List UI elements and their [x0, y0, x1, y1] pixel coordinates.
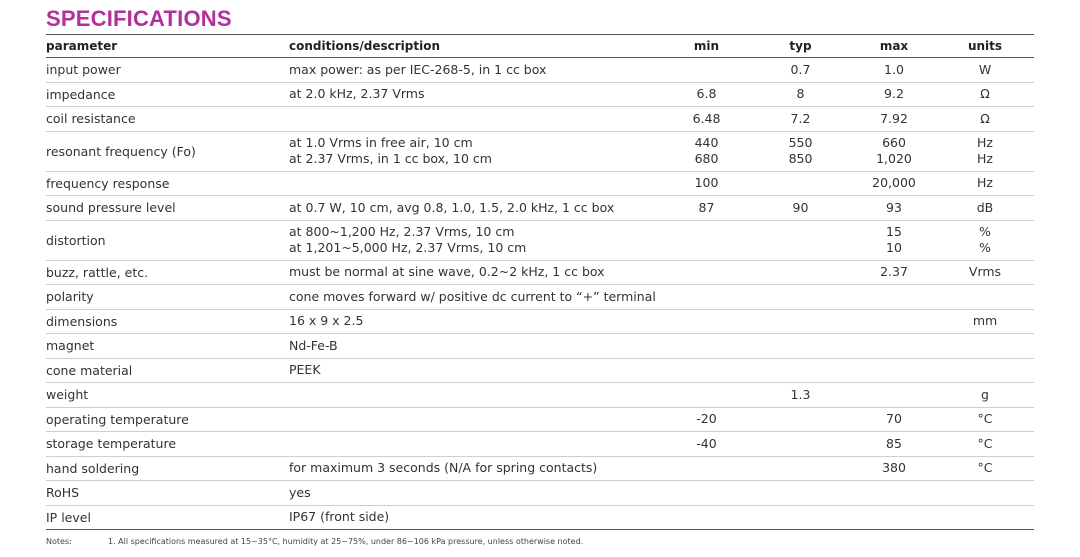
- cell-conditions: [289, 196, 664, 221]
- cell-units: [936, 383, 1034, 408]
- cell-conditions-line: max power: as per IEC-268-5, in 1 cc box: [289, 61, 547, 77]
- cell-typ: [749, 358, 852, 383]
- cell-conditions: [289, 358, 664, 383]
- cell-min-line: 680: [694, 151, 719, 166]
- cell-parameter: input power: [46, 62, 121, 78]
- cell-max: [852, 334, 936, 359]
- table-row: [46, 220, 1034, 260]
- cell-parameter: impedance: [46, 86, 116, 102]
- cell-typ: [749, 432, 852, 457]
- cell-min: [664, 260, 749, 285]
- cell-conditions-line: at 1,201~5,000 Hz, 2.37 Vrms, 10 cm: [289, 240, 527, 255]
- header-min: min: [664, 35, 749, 58]
- cell-units-line: °C: [977, 411, 993, 427]
- cell-conditions: [289, 432, 664, 457]
- cell-max-line: 10: [886, 240, 902, 255]
- cell-min: [664, 309, 749, 334]
- cell-parameter: operating temperature: [46, 411, 189, 427]
- cell-typ-line: 8: [796, 86, 805, 102]
- cell-min: [664, 107, 749, 132]
- cell-max-line: 15: [886, 224, 902, 239]
- cell-parameter: hand soldering: [46, 460, 140, 476]
- cell-parameter: frequency response: [46, 175, 170, 191]
- cell-max-line: 1.0: [884, 61, 904, 77]
- cell-min-line: 6.48: [692, 110, 721, 126]
- cell-units: [936, 334, 1034, 359]
- cell-parameter: weight: [46, 387, 89, 403]
- cell-conditions-line: IP67 (front side): [289, 509, 390, 525]
- cell-units-line: °C: [977, 460, 993, 476]
- table-row: [46, 260, 1034, 285]
- cell-max: [852, 285, 936, 310]
- cell-min: [664, 334, 749, 359]
- cell-conditions-line: 16 x 9 x 2.5: [289, 313, 364, 329]
- table-row: [46, 131, 1034, 171]
- cell-units: [936, 407, 1034, 432]
- cell-typ: [749, 505, 852, 530]
- header-parameter: parameter: [46, 35, 289, 58]
- cell-max: [852, 260, 936, 285]
- cell-max-line: 9.2: [884, 86, 904, 102]
- cell-units-line: Hz: [977, 175, 993, 191]
- cell-parameter: resonant frequency (Fo): [46, 143, 196, 159]
- cell-typ-line: 1.3: [790, 386, 811, 402]
- cell-units: [936, 456, 1034, 481]
- cell-max-line: 660: [882, 135, 906, 150]
- cell-typ: [749, 334, 852, 359]
- cell-conditions: [289, 82, 664, 107]
- cell-parameter: coil resistance: [46, 111, 136, 127]
- cell-max: [852, 82, 936, 107]
- cell-conditions-line: at 2.37 Vrms, in 1 cc box, 10 cm: [289, 151, 492, 166]
- cell-max: [852, 196, 936, 221]
- cell-conditions: [289, 171, 664, 196]
- cell-conditions: [289, 260, 664, 285]
- cell-parameter: IP level: [46, 509, 91, 525]
- cell-min: [664, 505, 749, 530]
- cell-units: [936, 220, 1034, 260]
- cell-parameter: RoHS: [46, 485, 80, 501]
- cell-max-line: 85: [886, 435, 902, 451]
- table-row: [46, 505, 1034, 530]
- cell-min-line: 100: [694, 175, 719, 191]
- cell-conditions: [289, 334, 664, 359]
- notes-text: 1. All specifications measured at 15~35°C, humidity at 25~75%, under 86~106 kPa pressure, unless otherwise noted.: [108, 537, 584, 546]
- cell-conditions: [289, 309, 664, 334]
- cell-min: [664, 407, 749, 432]
- cell-max: [852, 505, 936, 530]
- cell-typ: [749, 481, 852, 506]
- cell-min-line: 440: [694, 135, 719, 150]
- cell-typ: [749, 383, 852, 408]
- cell-conditions-line: at 800~1,200 Hz, 2.37 Vrms, 10 cm: [289, 224, 515, 239]
- cell-typ-line: 90: [792, 199, 809, 215]
- cell-max-line: 1,020: [876, 151, 912, 166]
- cell-conditions: [289, 58, 664, 83]
- cell-conditions-line: must be normal at sine wave, 0.2~2 kHz, 1 cc box: [289, 264, 605, 280]
- table-header: [46, 35, 1034, 58]
- cell-max: [852, 220, 936, 260]
- table-row: [46, 407, 1034, 432]
- cell-min: [664, 58, 749, 83]
- cell-min-line: 87: [698, 199, 715, 215]
- table-row: [46, 456, 1034, 481]
- cell-max-line: 380: [882, 460, 906, 476]
- cell-conditions-line: at 1.0 Vrms in free air, 10 cm: [289, 135, 473, 150]
- cell-min: [664, 285, 749, 310]
- table-row: [46, 334, 1034, 359]
- cell-typ: [749, 407, 852, 432]
- cell-min: [664, 82, 749, 107]
- cell-parameter: sound pressure level: [46, 200, 176, 216]
- cell-typ: [749, 309, 852, 334]
- table-row: [46, 432, 1034, 457]
- cell-typ: [749, 82, 852, 107]
- table-row: [46, 309, 1034, 334]
- cell-typ-line: 550: [788, 135, 813, 150]
- cell-units: [936, 505, 1034, 530]
- cell-conditions: [289, 407, 664, 432]
- cell-max-line: 2.37: [880, 264, 908, 280]
- cell-conditions: [289, 456, 664, 481]
- table-body: [46, 58, 1034, 530]
- cell-units-line: %: [979, 240, 991, 255]
- cell-parameter: magnet: [46, 338, 95, 354]
- header-max: max: [852, 35, 936, 58]
- cell-typ-line: 0.7: [790, 61, 811, 77]
- cell-conditions-line: at 2.0 kHz, 2.37 Vrms: [289, 86, 425, 102]
- cell-min-line: -40: [696, 435, 717, 451]
- cell-conditions: [289, 481, 664, 506]
- header-row: [46, 35, 1034, 58]
- cell-conditions-line: Nd-Fe-B: [289, 337, 338, 353]
- table-row: [46, 285, 1034, 310]
- table-row: [46, 82, 1034, 107]
- cell-max: [852, 107, 936, 132]
- header-typ: typ: [749, 35, 852, 58]
- cell-max: [852, 481, 936, 506]
- cell-typ: [749, 171, 852, 196]
- cell-parameter: buzz, rattle, etc.: [46, 264, 149, 280]
- cell-units: [936, 309, 1034, 334]
- cell-conditions: [289, 220, 664, 260]
- header-conditions: conditions/description: [289, 35, 664, 58]
- cell-parameter: distortion: [46, 232, 106, 248]
- cell-units: [936, 481, 1034, 506]
- cell-conditions-line: yes: [289, 484, 311, 500]
- cell-min: [664, 383, 749, 408]
- table-row: [46, 481, 1034, 506]
- header-units: units: [936, 35, 1034, 58]
- cell-units: [936, 82, 1034, 107]
- cell-min: [664, 220, 749, 260]
- table-row: [46, 58, 1034, 83]
- cell-min: [664, 171, 749, 196]
- cell-max-line: 20,000: [872, 175, 916, 191]
- cell-units-line: Ω: [980, 86, 990, 102]
- cell-max: [852, 309, 936, 334]
- cell-min: [664, 196, 749, 221]
- cell-typ: [749, 285, 852, 310]
- cell-min: [664, 358, 749, 383]
- cell-conditions: [289, 505, 664, 530]
- cell-conditions-line: at 0.7 W, 10 cm, avg 0.8, 1.0, 1.5, 2.0 kHz, 1 cc box: [289, 199, 615, 215]
- cell-max: [852, 432, 936, 457]
- cell-units-line: Hz: [977, 151, 993, 166]
- cell-min-line: 6.8: [696, 86, 717, 102]
- cell-units-line: W: [978, 61, 992, 77]
- cell-typ: [749, 58, 852, 83]
- cell-units-line: g: [981, 386, 989, 402]
- section-title: SPECIFICATIONS: [46, 6, 232, 31]
- cell-parameter: dimensions: [46, 313, 118, 329]
- cell-max: [852, 407, 936, 432]
- cell-parameter: polarity: [46, 289, 94, 305]
- cell-typ-line: 850: [788, 151, 813, 166]
- cell-units: [936, 171, 1034, 196]
- cell-typ: [749, 456, 852, 481]
- cell-units-line: Hz: [977, 135, 993, 150]
- cell-max: [852, 58, 936, 83]
- cell-max: [852, 131, 936, 171]
- cell-conditions: [289, 285, 664, 310]
- cell-max-line: 93: [886, 199, 902, 215]
- cell-max-line: 7.92: [880, 110, 908, 126]
- notes-label: Notes:: [46, 537, 72, 546]
- cell-units-line: dB: [976, 199, 994, 215]
- cell-max: [852, 456, 936, 481]
- cell-units: [936, 358, 1034, 383]
- cell-min: [664, 456, 749, 481]
- cell-units: [936, 196, 1034, 221]
- cell-conditions-line: for maximum 3 seconds (N/A for spring contacts): [289, 460, 598, 476]
- cell-max: [852, 383, 936, 408]
- cell-parameter: cone material: [46, 362, 133, 378]
- cell-typ: [749, 196, 852, 221]
- cell-conditions-line: PEEK: [289, 362, 321, 378]
- cell-typ-line: 7.2: [790, 110, 811, 126]
- cell-typ: [749, 260, 852, 285]
- cell-conditions-line: cone moves forward w/ positive dc current to “+” terminal: [289, 288, 656, 304]
- cell-conditions: [289, 131, 664, 171]
- cell-conditions: [289, 383, 664, 408]
- cell-units-line: mm: [972, 313, 998, 329]
- cell-typ: [749, 220, 852, 260]
- specifications-table: [46, 35, 1034, 530]
- cell-units-line: Ω: [980, 110, 990, 126]
- cell-typ: [749, 107, 852, 132]
- cell-min: [664, 131, 749, 171]
- cell-min-line: -20: [696, 411, 717, 427]
- cell-units: [936, 58, 1034, 83]
- table-row: [46, 383, 1034, 408]
- cell-conditions: [289, 107, 664, 132]
- cell-max: [852, 171, 936, 196]
- cell-min: [664, 432, 749, 457]
- table-row: [46, 358, 1034, 383]
- cell-units: [936, 285, 1034, 310]
- cell-units: [936, 131, 1034, 171]
- cell-parameter: storage temperature: [46, 436, 177, 452]
- table-row: [46, 196, 1034, 221]
- cell-units: [936, 107, 1034, 132]
- cell-units: [936, 260, 1034, 285]
- cell-units-line: %: [979, 224, 991, 239]
- table-row: [46, 107, 1034, 132]
- cell-typ: [749, 131, 852, 171]
- notes: [46, 537, 583, 546]
- cell-max: [852, 358, 936, 383]
- cell-min: [664, 481, 749, 506]
- cell-units-line: Vrms: [968, 264, 1002, 280]
- table-row: [46, 171, 1034, 196]
- cell-units: [936, 432, 1034, 457]
- cell-max-line: 70: [886, 411, 902, 427]
- cell-units-line: °C: [977, 435, 993, 451]
